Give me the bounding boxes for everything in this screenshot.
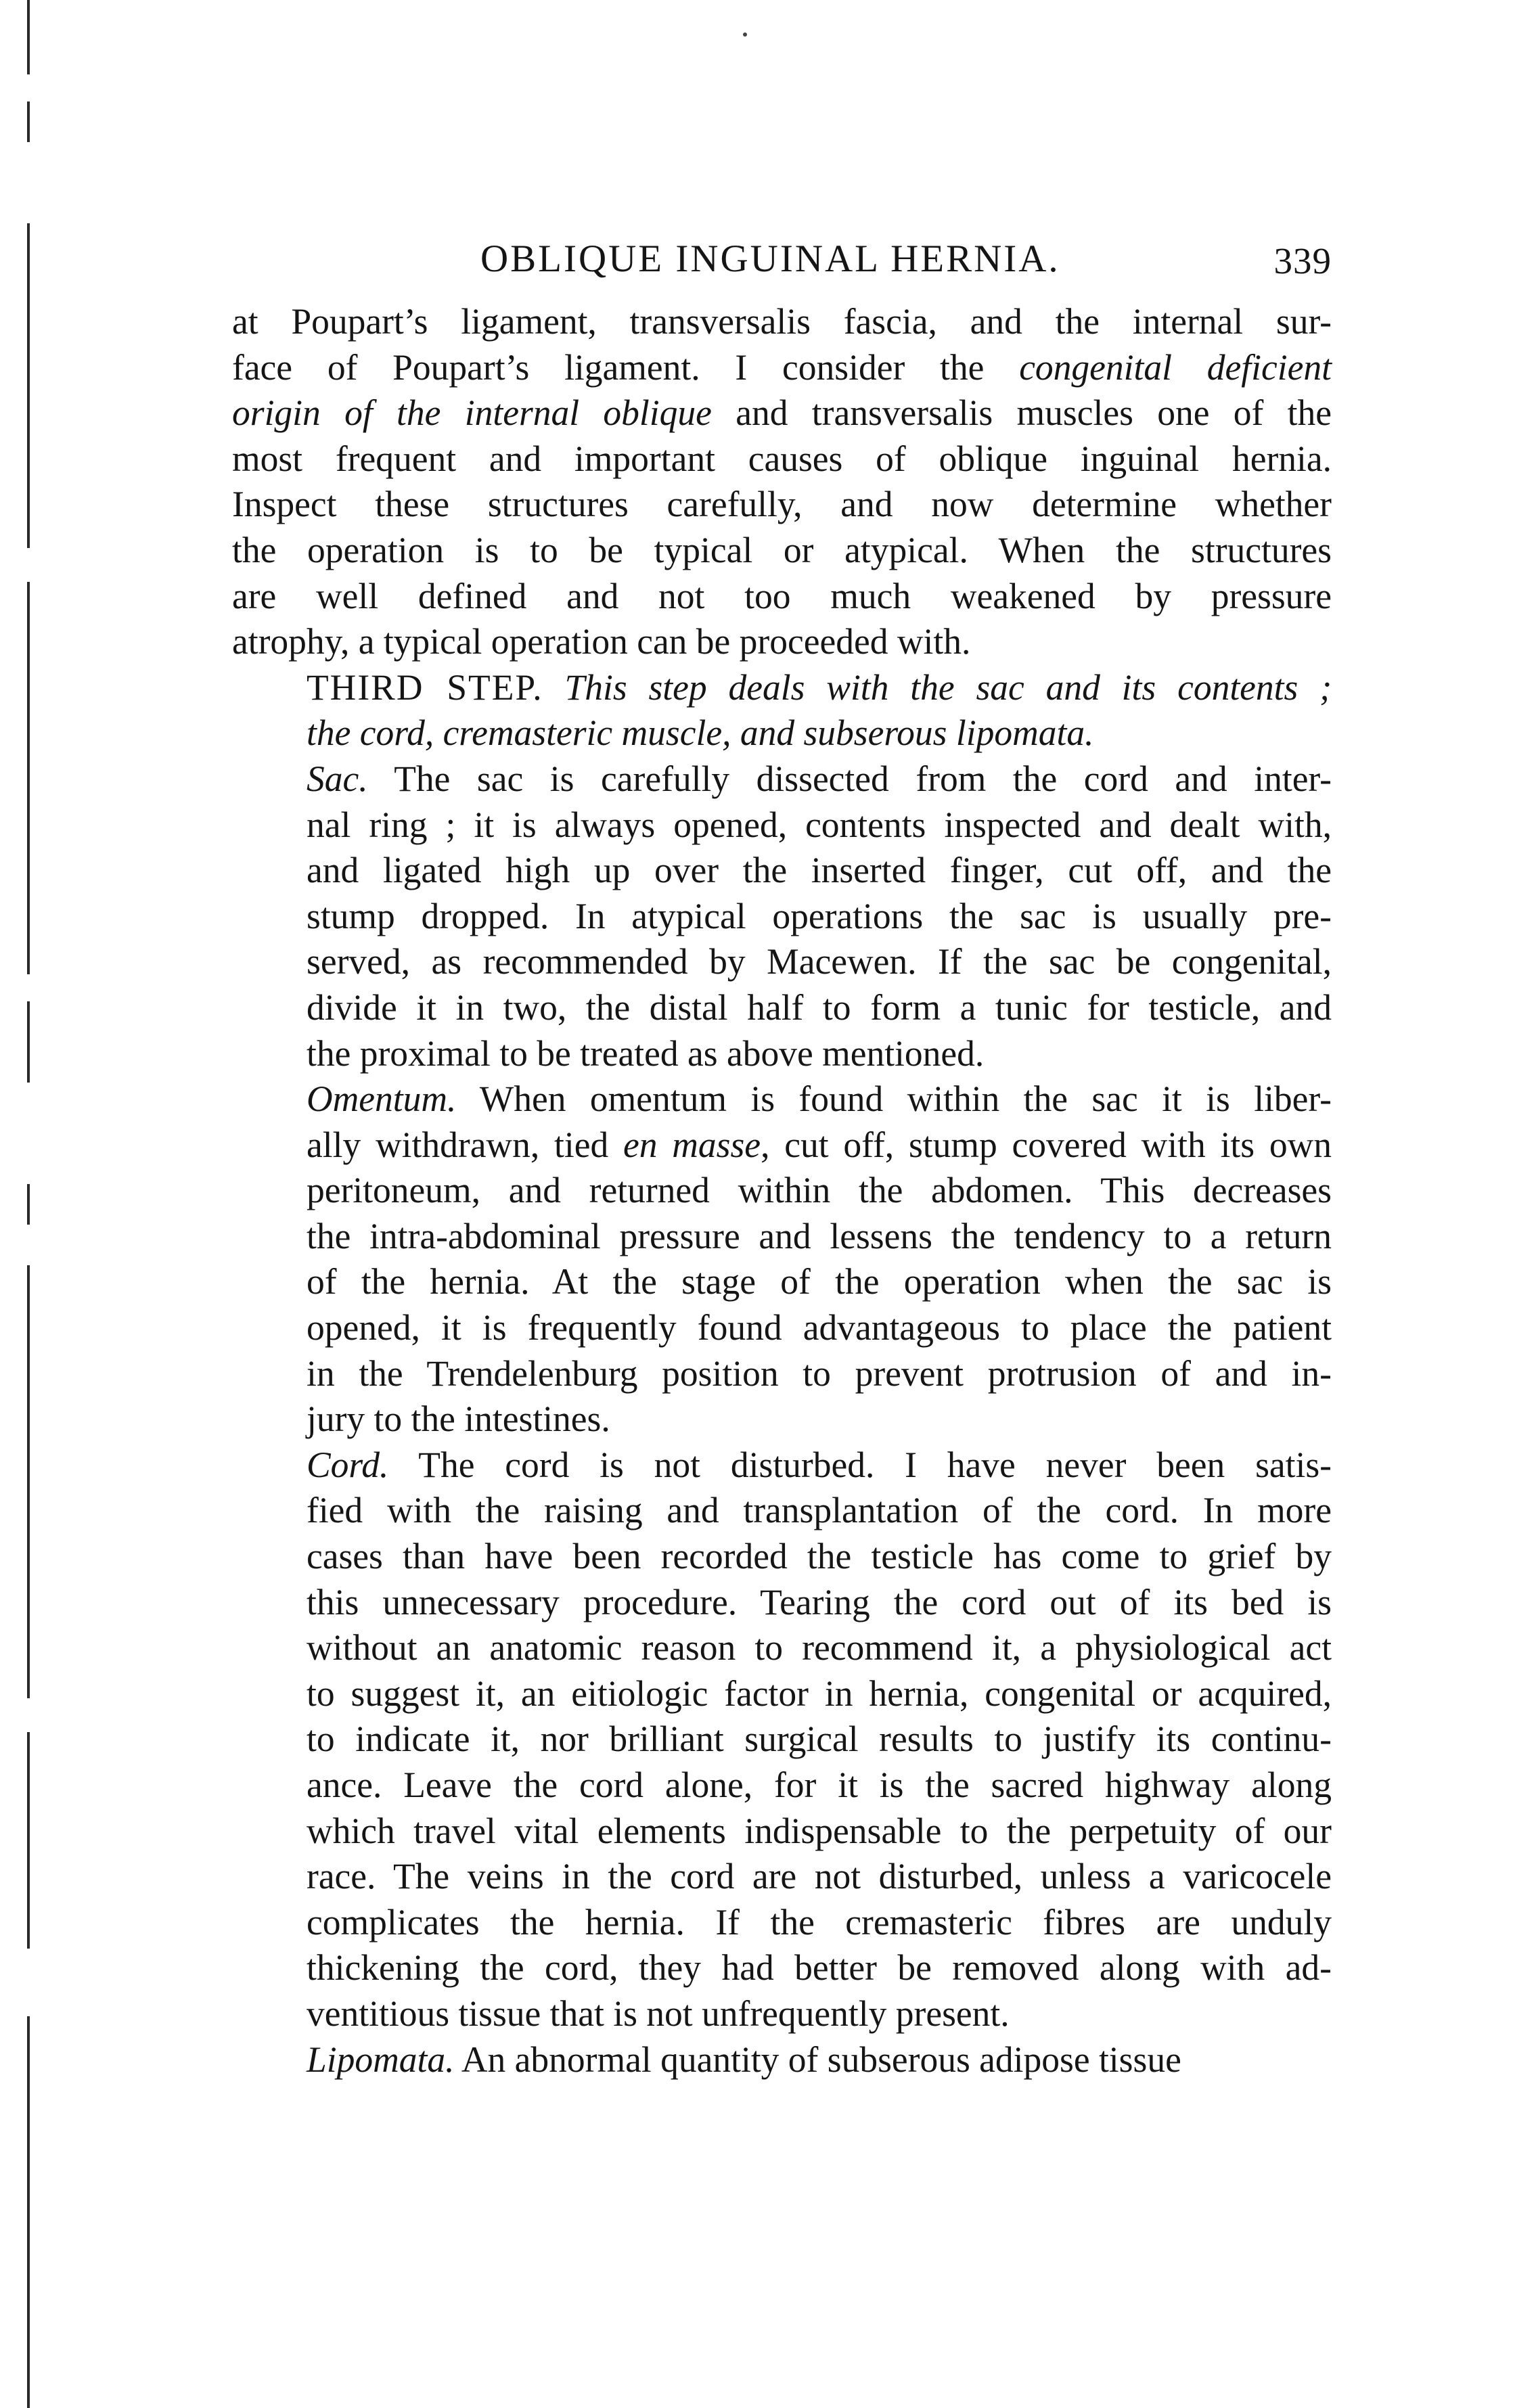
text-line [307,665,1332,711]
text-line [307,1580,1332,1626]
text-run: , cut off, stump covered with its own [761,1124,1332,1165]
text-line [307,939,1332,985]
text-line [232,528,1332,574]
text-run: served, as recommended by Macewen. If the sac be congenital, [307,941,1332,982]
text-line [307,756,1332,802]
text-line [232,345,1332,391]
paragraph-third-step [232,665,1332,756]
text-line [307,1809,1332,1855]
text-line [307,1396,1332,1442]
text-line [307,802,1332,848]
running-head [232,237,1332,299]
scan-left-edge [27,0,30,2408]
text-run: ventitious tissue that is not unfrequently present. [307,1993,1010,2034]
text-run: jury to the intestines. [307,1399,610,1440]
text-run: race. The veins in the cord are not disturbed, unless a varicocele [307,1856,1332,1897]
italic-run: origin of the internal oblique [232,392,712,434]
text-run: this unnecessary procedure. Tearing the cord out of its bed is [307,1581,1332,1622]
text-line [307,1305,1332,1351]
text-run: nal ring ; it is always opened, contents inspected and dealt with, [307,804,1332,845]
scan-speck [743,32,747,37]
text-line [307,1122,1332,1168]
text-line [307,2037,1332,2083]
text-run: peritoneum, and returned within the abdomen. This decreases [307,1170,1332,1211]
italic-run: en masse [623,1124,761,1165]
text-line [307,1534,1332,1580]
text-run: the operation is to be typical or atypical. When the structures [232,529,1332,570]
italic-run: Cord. [307,1444,389,1485]
text-run: in the Trendelenburg position to prevent protrusion of and in- [307,1353,1332,1394]
text-line [232,390,1332,436]
text-line [307,848,1332,894]
text-run: Inspect these structures carefully, and now determine whether [232,484,1332,525]
text-run: the intra-abdominal pressure and lessens the tendency to a return [307,1215,1332,1256]
text-run: and ligated high up over the inserted finger, cut off, and the [307,850,1332,891]
text-line [307,1076,1332,1122]
small-caps-run: THIRD STEP. [307,666,543,708]
paragraph-lipomata [232,2037,1332,2083]
text-run [543,667,565,708]
text-line [307,1991,1332,2037]
text-line [307,1900,1332,1946]
paragraph-cord [232,1442,1332,2037]
italic-run: the cord, cremasteric muscle, and subserous lipomata. [307,712,1094,754]
text-run: An abnormal quantity of subserous adipose tissue [454,2039,1181,2080]
text-line [307,1854,1332,1900]
text-run: opened, it is frequently found advantageous to place the patient [307,1307,1332,1348]
text-run: thickening the cord, they had better be removed along with ad- [307,1947,1332,1989]
text-line [307,1488,1332,1534]
text-line [307,1259,1332,1305]
text-line [307,1763,1332,1809]
text-run: complicates the hernia. If the cremasteric fibres are unduly [307,1901,1332,1943]
page-text [232,237,1332,2083]
text-run: to suggest it, an eitiologic factor in hernia, congenital or acquired, [307,1673,1332,1714]
text-run: at Poupart’s ligament, transversalis fascia, and the internal sur- [232,301,1332,342]
text-run: and transversalis muscles one of the [711,392,1332,434]
paragraph-omentum [232,1076,1332,1442]
text-line [232,436,1332,482]
text-run: stump dropped. In atypical operations the sac is usually pre- [307,895,1332,936]
text-line [307,1945,1332,1991]
text-run: The cord is not disturbed. I have never been satis- [388,1444,1332,1485]
text-run: of the hernia. At the stage of the operation when the sac is [307,1261,1332,1302]
text-run: ance. Leave the cord alone, for it is the sacred highway along [307,1765,1332,1805]
text-run: ally withdrawn, tied [307,1124,623,1165]
paragraph-poupart [232,299,1332,665]
text-line [307,1351,1332,1397]
text-run: cases than have been recorded the testicle has come to grief by [307,1536,1332,1577]
text-line [307,1717,1332,1763]
text-run: the proximal to be treated as above mentioned. [307,1032,985,1074]
italic-run: Omentum. [307,1078,457,1120]
text-run: divide it in two, the distal half to form a tunic for testicle, and [307,986,1332,1028]
page-number: 339 [1273,240,1332,281]
text-run: which travel vital elements indispensable to the perpetuity of our [307,1810,1332,1851]
text-run: atrophy, a typical operation can be proceeded with. [232,621,971,662]
text-run: fied with the raising and transplantation of the cord. In more [307,1490,1332,1531]
text-line [232,619,1332,665]
italic-run: congenital deficient [1019,346,1332,388]
text-line [307,710,1332,756]
italic-run: Sac. [307,758,368,799]
running-title: OBLIQUE INGUINAL HERNIA. [480,237,1060,280]
text-run: most frequent and important causes of oblique inguinal hernia. [232,438,1332,479]
text-line [307,1168,1332,1214]
text-run: are well defined and not too much weakened by pressure [232,575,1332,616]
text-line [307,894,1332,940]
text-line [307,1442,1332,1489]
text-run: face of Poupart’s ligament. I consider the [232,346,1020,388]
paragraph-sac [232,756,1332,1076]
italic-run: This step deals with the sac and its contents ; [564,666,1332,708]
text-run: When omentum is found within the sac it is liber- [456,1078,1332,1120]
text-run: to indicate it, nor brilliant surgical results to justify its continu- [307,1719,1332,1760]
text-line [307,985,1332,1031]
text-run: without an anatomic reason to recommend it, a physiological act [307,1627,1332,1668]
text-line [232,299,1332,345]
text-line [232,574,1332,620]
text-line [307,1625,1332,1671]
text-line [307,1031,1332,1077]
italic-run: Lipomata. [307,2039,455,2080]
text-line [232,482,1332,528]
text-line [307,1214,1332,1260]
text-run: The sac is carefully dissected from the cord and inter- [367,758,1332,799]
text-line [307,1671,1332,1717]
